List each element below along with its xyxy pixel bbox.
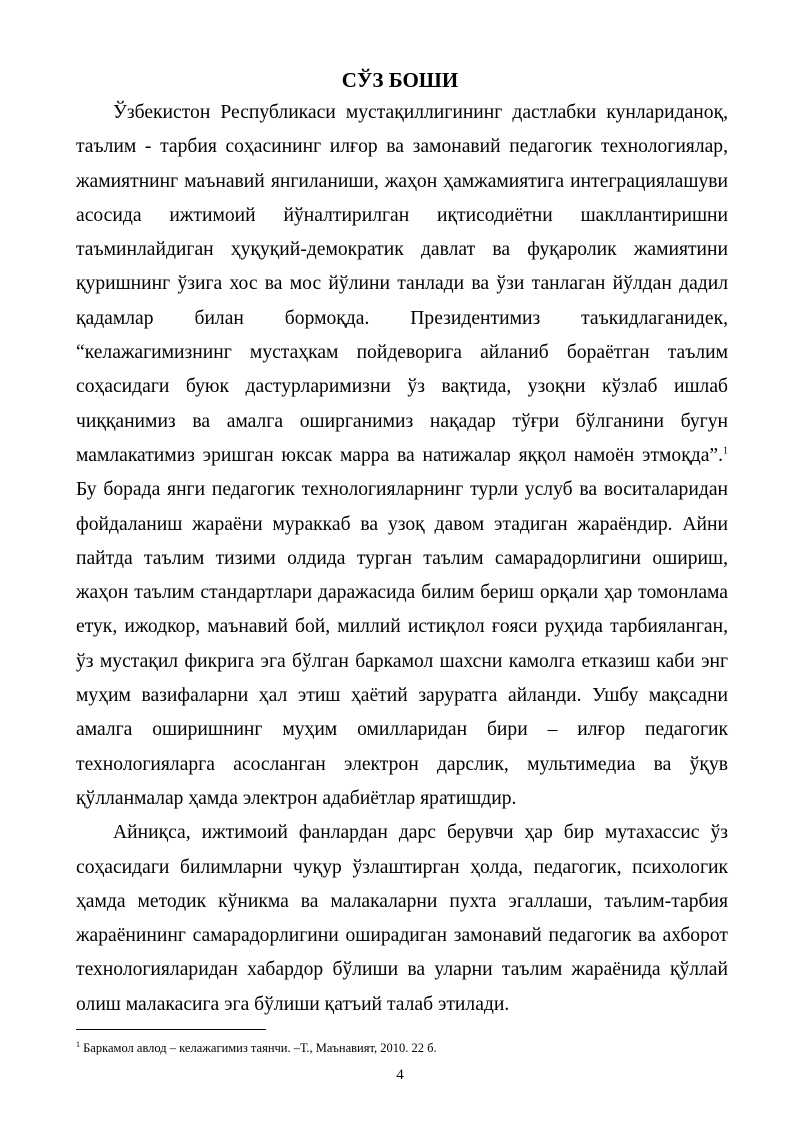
paragraph-2: Айниқса, ижтимоий фанлардан дарс берувчи ҳар бир мутахассис ўз соҳасидаги билимларни чуқур ўзлаштирган ҳолда, педагогик, психологик ҳамда методик кўникма ва малакаларни пухта эгаллаши, таълим-тарбия жараёнининг самарадорлигини оширадиган замонавий педагогик ва ахборот технологияларидан хабардор бўлиши ва уларни таълим жараёнида қўллай олиш малакасига эга бўлиши қатъий талаб этилади. [76, 822, 728, 1015]
paragraph-1 [76, 96, 728, 816]
page-number: 4 [396, 1067, 404, 1083]
body-text [76, 96, 728, 1022]
footnote-marker: 1 [76, 1039, 80, 1049]
footnote [76, 1040, 437, 1056]
footnote-reference[interactable]: 1 [723, 445, 728, 457]
page-title: СЎЗ БОШИ [341, 68, 459, 92]
footnote-separator [76, 1029, 266, 1030]
footnote-text: Баркамол авлод – келажагимиз таянчи. –Т., Маънавият, 2010. 22 б. [80, 1041, 437, 1055]
paragraph-1-continuation: Бу борада янги педагогик технологияларнинг турли услуб ва воситаларидан фойдаланиш жараёни мураккаб ва узоқ давом этадиган жараёндир. Айни пайтда таълим тизими олдида турган таълим самарадорлигини ошириш, жаҳон таълим стандартлари даражасида билим бериш орқали ҳар томонлама етук, ижодкор, маънавий бой, миллий истиқлол ғояси руҳида тарбияланган, ўз мустақил фикрига эга бўлган баркамол шахсни камолга етказиш каби энг муҳим вазифаларни ҳал этиш ҳаётий заруратга айланди. Ушбу мақсадни амалга оширишнинг муҳим омилларидан бири – илғор педагогик технологияларга асосланган электрон дарслик, мультимедиа ва ўқув қўлланмалар ҳамда электрон адабиётлар яратишдир. [76, 479, 728, 809]
paragraph-1-text: Ўзбекистон Республикаси мустақиллигининг дастлабки кунлариданоқ, таълим - тарбия соҳасининг илғор ва замонавий педагогик технологиялар, жамиятнинг маънавий янгиланиши, жаҳон ҳамжамиятига интеграциялашуви асосида ижтимоий йўналтирилган иқтисодиётни шакллантиришни таъминлайдиган ҳуқуқий-демократик давлат ва фуқаролик жамиятини қуришнинг ўзига хос ва мос йўлини танлади ва ўзи танлаган йўлдан дадил қадамлар билан бормоқда. Президентимиз таъкидлаганидек, “келажагимизнинг мустаҳкам пойдеворига айланиб бораётган таълим соҳасидаги буюк дастурларимизни ўз вақтида, узоқни кўзлаб ишлаб чиққанимиз ва амалга оширганимиз нақадар тўғри бўлганини бугун мамлакатимиз эришган юксак марра ва натижалар яққол намоён этмоқда”. [76, 102, 728, 466]
